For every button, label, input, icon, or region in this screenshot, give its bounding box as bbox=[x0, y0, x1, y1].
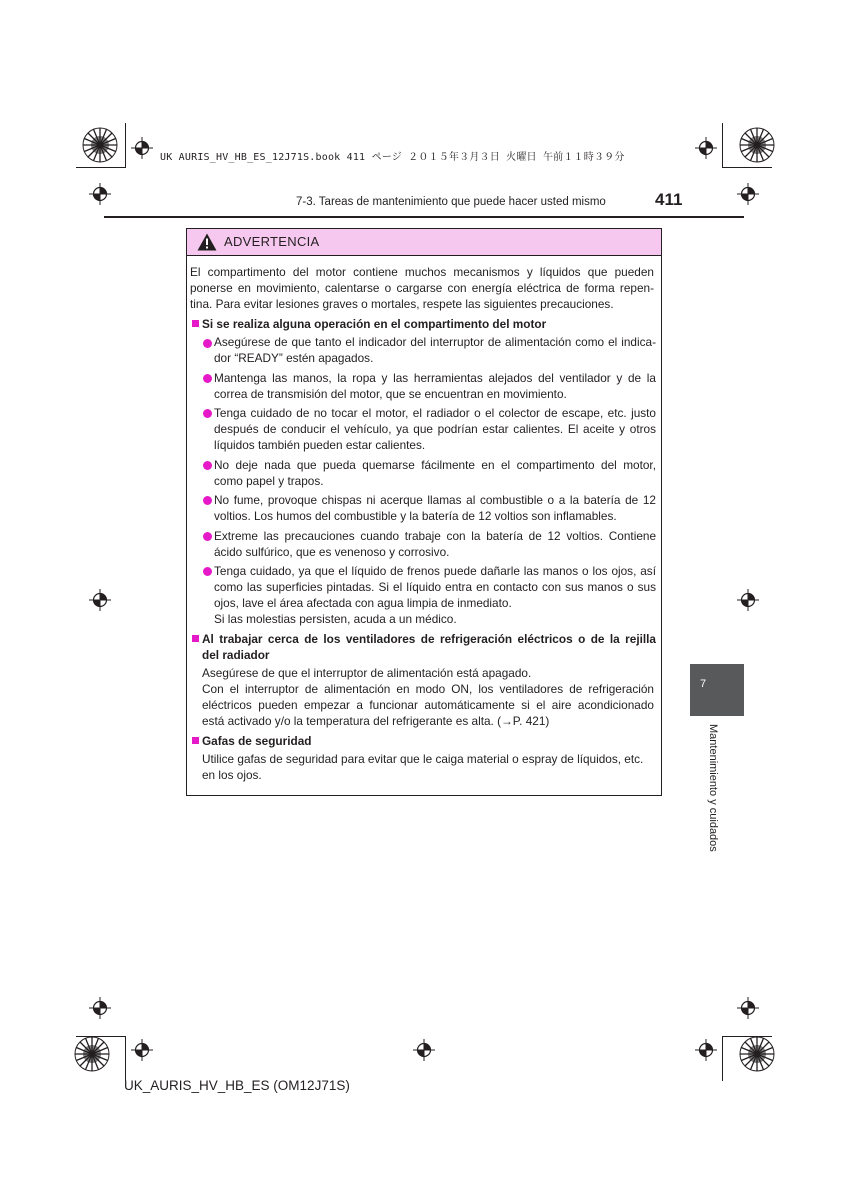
section-heading: Al trabajar cerca de los ventiladores de refrigeración eléctricos o de la rejilla bbox=[202, 632, 656, 646]
list-item-line: después de conducir el vehículo, ya que podrían estar calientes. El aceite y otros bbox=[214, 422, 656, 436]
body-line: eléctricos pueden empezar a funcionar automáticamente si el aire acondicionado bbox=[202, 698, 654, 712]
header-rule bbox=[104, 216, 744, 218]
section-bullet bbox=[192, 635, 199, 642]
list-item-line: como las superficies pintadas. Si el líquido entra en contacto con sus manos o sus bbox=[214, 580, 656, 594]
crop-mark bbox=[125, 123, 126, 168]
crop-mark bbox=[722, 123, 723, 168]
list-bullet bbox=[203, 567, 212, 576]
list-item-line: voltios. Los humos del combustible y la batería de 12 voltios son inflamables. bbox=[214, 509, 617, 523]
registration-mark-icon bbox=[695, 137, 717, 159]
body-line: Utilice gafas de seguridad para evitar que le caiga material o espray de líquidos, etc. bbox=[202, 752, 644, 766]
section-heading: Si se realiza alguna operación en el compartimento del motor bbox=[202, 317, 547, 331]
section-heading: del radiador bbox=[202, 648, 270, 662]
chapter-tab bbox=[690, 664, 744, 716]
registration-mark-icon bbox=[89, 589, 111, 611]
registration-mark-icon bbox=[737, 997, 759, 1019]
list-item-line: No deje nada que pueda quemarse fácilmente en el compartimento del motor, bbox=[214, 458, 656, 472]
chapter-number: 7 bbox=[700, 678, 707, 690]
crop-mark bbox=[722, 1036, 772, 1037]
section-heading: Gafas de seguridad bbox=[202, 734, 312, 748]
crop-mark bbox=[125, 1036, 126, 1081]
intro-line: El compartimento del motor contiene muchos mecanismos y líquidos que pueden bbox=[190, 265, 654, 279]
registration-mark-icon bbox=[737, 183, 759, 205]
intro-line: ponerse en movimiento, calentarse o cargarse con energía eléctrica de forma repen- bbox=[190, 281, 654, 295]
color-rosette-icon bbox=[739, 1036, 775, 1072]
list-item-line: Extreme las precauciones cuando trabaje con la batería de 12 voltios. Contiene bbox=[214, 529, 656, 543]
list-bullet bbox=[203, 374, 212, 383]
list-item-line: No fume, provoque chispas ni acerque llamas al combustible o a la batería de 12 bbox=[214, 493, 656, 507]
registration-mark-icon bbox=[89, 997, 111, 1019]
list-item-line: Tenga cuidado, ya que el líquido de frenos puede dañarle las manos o los ojos, así bbox=[214, 564, 656, 578]
chapter-title-vertical: Mantenimiento y cuidados bbox=[707, 724, 719, 852]
body-line: está activado y/o la temperatura del refrigerante es alta. (→P. 421) bbox=[202, 714, 550, 728]
list-item-line: Mantenga las manos, la ropa y las herramientas alejados del ventilador y de la bbox=[214, 371, 656, 385]
list-bullet bbox=[203, 409, 212, 418]
registration-mark-icon bbox=[737, 589, 759, 611]
list-bullet bbox=[203, 496, 212, 505]
registration-mark-icon bbox=[695, 1039, 717, 1061]
page-number: 411 bbox=[655, 190, 683, 209]
intro-line: tina. Para evitar lesiones graves o mortales, respete las siguientes precauciones. bbox=[190, 297, 614, 311]
crop-mark bbox=[76, 1036, 126, 1037]
color-rosette-icon bbox=[74, 1036, 110, 1072]
crop-mark bbox=[722, 1036, 723, 1081]
list-item-line: como papel y trapos. bbox=[214, 474, 324, 488]
warning-header bbox=[187, 229, 661, 256]
warning-triangle-icon bbox=[197, 233, 217, 251]
list-item-line: ojos, lave el área afectada con agua limpia de inmediato. bbox=[214, 596, 512, 610]
registration-mark-icon bbox=[131, 1039, 153, 1061]
warning-label: ADVERTENCIA bbox=[224, 234, 320, 249]
document-code: UK_AURIS_HV_HB_ES (OM12J71S) bbox=[124, 1078, 350, 1093]
crop-mark bbox=[722, 167, 772, 168]
color-rosette-icon bbox=[739, 127, 775, 163]
registration-mark-icon bbox=[131, 137, 153, 159]
list-item-line: dor “READY” estén apagados. bbox=[214, 351, 374, 365]
body-line: en los ojos. bbox=[202, 768, 262, 782]
list-bullet bbox=[203, 339, 212, 348]
crop-mark bbox=[76, 167, 126, 168]
list-item-line: Asegúrese de que tanto el indicador del interruptor de alimentación como el indica- bbox=[214, 335, 656, 349]
section-bullet bbox=[192, 737, 199, 744]
registration-mark-icon bbox=[89, 183, 111, 205]
book-file-header: UK AURIS_HV_HB_ES_12J71S.book 411 ページ ２０１５年３月３日 火曜日 午前１１時３９分 bbox=[160, 152, 625, 163]
body-line: Con el interruptor de alimentación en modo ON, los ventiladores de refrigeración bbox=[202, 682, 654, 696]
body-line: Asegúrese de que el interruptor de alimentación está apagado. bbox=[202, 666, 532, 680]
section-bullet bbox=[192, 320, 199, 327]
color-rosette-icon bbox=[82, 127, 118, 163]
list-bullet bbox=[203, 532, 212, 541]
list-item-line: Si las molestias persisten, acuda a un médico. bbox=[214, 612, 457, 626]
list-item-line: líquidos también pueden estar calientes. bbox=[214, 438, 426, 452]
registration-mark-icon bbox=[413, 1039, 435, 1061]
list-item-line: ácido sulfúrico, que es venenoso y corrosivo. bbox=[214, 545, 450, 559]
section-title: 7-3. Tareas de mantenimiento que puede hacer usted mismo bbox=[296, 196, 606, 208]
list-item-line: correa de transmisión del motor, que se encuentran en movimiento. bbox=[214, 387, 567, 401]
list-bullet bbox=[203, 461, 212, 470]
list-item-line: Tenga cuidado de no tocar el motor, el radiador o el colector de escape, etc. justo bbox=[214, 406, 656, 420]
